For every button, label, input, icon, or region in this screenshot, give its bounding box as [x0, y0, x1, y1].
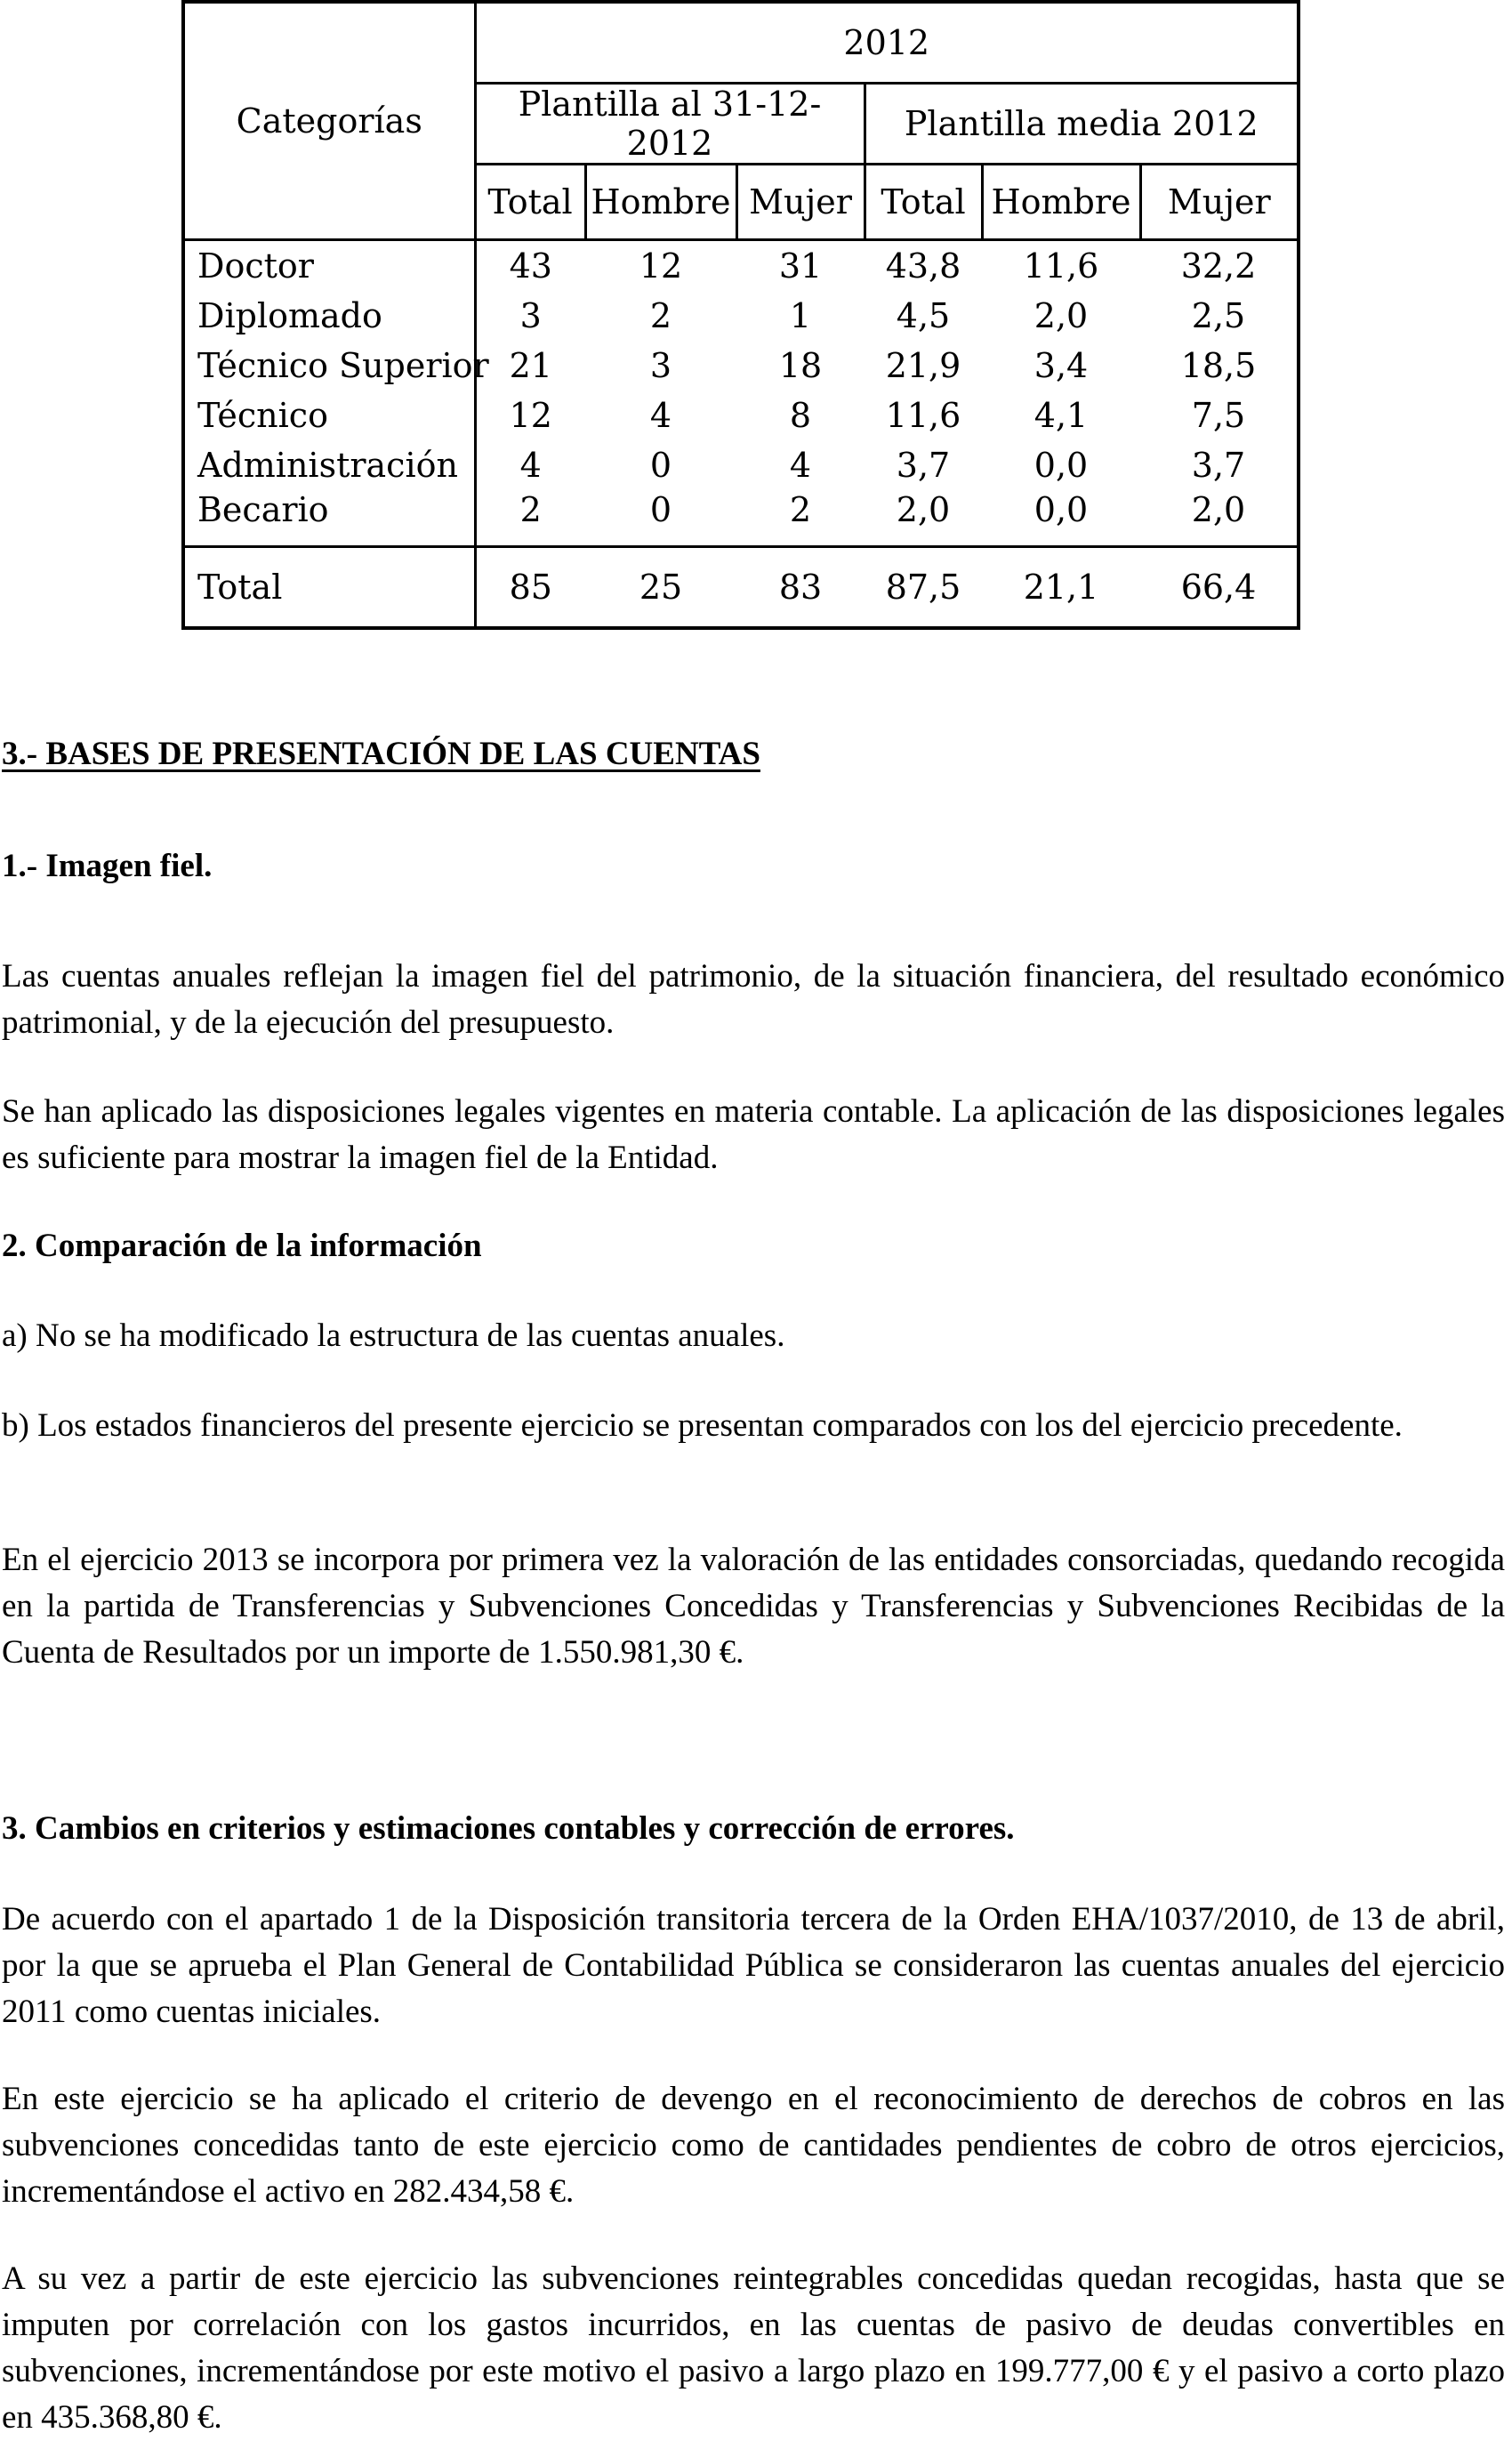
paragraph: Se han aplicado las disposiciones legales vigentes en materia contable. La aplicación de las disposiciones legales es suficiente para mostrar la imagen fiel de la Entidad. [2, 1093, 1505, 1176]
cell: 43 [509, 246, 552, 286]
cell: 12 [639, 246, 683, 286]
cell: 4 [649, 396, 672, 435]
cell: 2 [519, 490, 542, 529]
cell: 0,0 [1033, 446, 1089, 485]
table-row [183, 440, 1299, 490]
subsection-title-imagen-fiel: 1.- Imagen fiel. [2, 848, 213, 884]
cell: 25 [585, 547, 736, 629]
cell: 3 [519, 296, 542, 335]
cell: 18,5 [1180, 346, 1257, 385]
table-row [183, 341, 1299, 391]
paragraph: En el ejercicio 2013 se incorpora por primera vez la valoración de las entidades consorciadas, quedando recogida en la partida de Transferencias y Subvenciones Concedidas y Transferencias y Subvenciones Recibidas de la Cuenta de Resultados por un importe de 1.550.981,30 €. [2, 1542, 1505, 1671]
cell: 21 [509, 346, 552, 385]
total-row [183, 547, 1299, 629]
column-header: Total [865, 165, 982, 240]
cell: 11,6 [1023, 246, 1099, 286]
paragraph: En este ejercicio se ha aplicado el criterio de devengo en el reconocimiento de derechos de cobros en las subvenciones concedidas tanto de este ejercicio como de cantidades pendientes de cobro de otros ejercicios, incrementándose el activo en 282.434,58 €. [2, 2081, 1505, 2210]
cell: 21,9 [885, 346, 961, 385]
table-row [183, 490, 1299, 547]
cell: 2,0 [896, 490, 951, 529]
column-header: Total [475, 165, 585, 240]
cell: 2,0 [1033, 296, 1089, 335]
cell: 4,5 [896, 296, 951, 335]
cell: 2,5 [1191, 296, 1246, 335]
row-category: Doctor [183, 240, 475, 292]
row-category: Técnico [183, 391, 475, 440]
cell: 21,1 [982, 547, 1140, 629]
year-header: 2012 [475, 2, 1299, 84]
table-row [183, 291, 1299, 341]
cell: 2,0 [1191, 490, 1246, 529]
column-header: Mujer [736, 165, 865, 240]
column-header: Mujer [1140, 165, 1299, 240]
paragraph: a) No se ha modificado la estructura de las cuentas anuales. [2, 1317, 785, 1354]
cell: 31 [778, 246, 823, 286]
paragraph: De acuerdo con el apartado 1 de la Disposición transitoria tercera de la Orden EHA/1037/2010, de 13 de abril, por la que se aprueba el Plan General de Contabilidad Pública se consideraron las cuentas anuales del ejercicio 2011 como cuentas iniciales. [2, 1901, 1505, 2030]
cell: 83 [736, 547, 865, 629]
cell: 87,5 [865, 547, 982, 629]
group-header-plantilla-media: Plantilla media 2012 [865, 84, 1299, 165]
column-header: Hombre [585, 165, 736, 240]
paragraph: Las cuentas anuales reflejan la imagen fiel del patrimonio, de la situación financiera, del resultado económico patrimonial, y de la ejecución del presupuesto. [2, 958, 1505, 1041]
table-header-year-row [183, 2, 1299, 84]
row-category: Administración [183, 440, 475, 490]
cell: 18 [778, 346, 823, 385]
row-category: Técnico Superior [183, 341, 475, 391]
cell: 3,7 [896, 446, 951, 485]
cell: 32,2 [1180, 246, 1257, 286]
cell: 85 [475, 547, 585, 629]
column-header: Hombre [982, 165, 1140, 240]
cell: 0 [649, 490, 672, 529]
category-header: Categorías [183, 2, 475, 240]
paragraph: A su vez a partir de este ejercicio las subvenciones reintegrables concedidas quedan recogidas, hasta que se imputen por correlación con los gastos incurridos, en las cuentas de pasivo de deudas convertibles en subvenciones, incrementándose por este motivo el pasivo a largo plazo en 199.777,00 € y el pasivo a corto plazo en 435.368,80 €. [2, 2260, 1505, 2436]
table-row [183, 240, 1299, 292]
subsection-title-comparacion: 2. Comparación de la información [2, 1228, 482, 1264]
cell: 3,7 [1191, 446, 1246, 485]
cell: 4,1 [1033, 396, 1089, 435]
cell: 3 [649, 346, 672, 385]
cell: 2 [789, 490, 812, 529]
staff-table [181, 0, 1300, 630]
row-category: Total [183, 547, 475, 629]
cell: 4 [519, 446, 542, 485]
row-category: Becario [183, 490, 475, 547]
cell: 43,8 [885, 246, 961, 286]
table-row [183, 391, 1299, 440]
cell: 2 [649, 296, 672, 335]
cell: 11,6 [885, 396, 961, 435]
cell: 7,5 [1191, 396, 1246, 435]
cell: 8 [789, 396, 812, 435]
paragraph: b) Los estados financieros del presente ejercicio se presentan comparados con los del ejercicio precedente. [2, 1407, 1403, 1444]
cell: 3,4 [1033, 346, 1089, 385]
cell: 0 [649, 446, 672, 485]
cell: 66,4 [1140, 547, 1299, 629]
subsection-title-cambios: 3. Cambios en criterios y estimaciones contables y corrección de errores. [2, 1810, 1015, 1847]
group-header-plantilla-31: Plantilla al 31-12-2012 [475, 84, 865, 165]
section-title: 3.- BASES DE PRESENTACIÓN DE LAS CUENTAS [2, 736, 760, 772]
cell: 4 [789, 446, 812, 485]
row-category: Diplomado [183, 291, 475, 341]
cell: 1 [789, 296, 812, 335]
cell: 12 [509, 396, 552, 435]
cell: 0,0 [1033, 490, 1089, 529]
